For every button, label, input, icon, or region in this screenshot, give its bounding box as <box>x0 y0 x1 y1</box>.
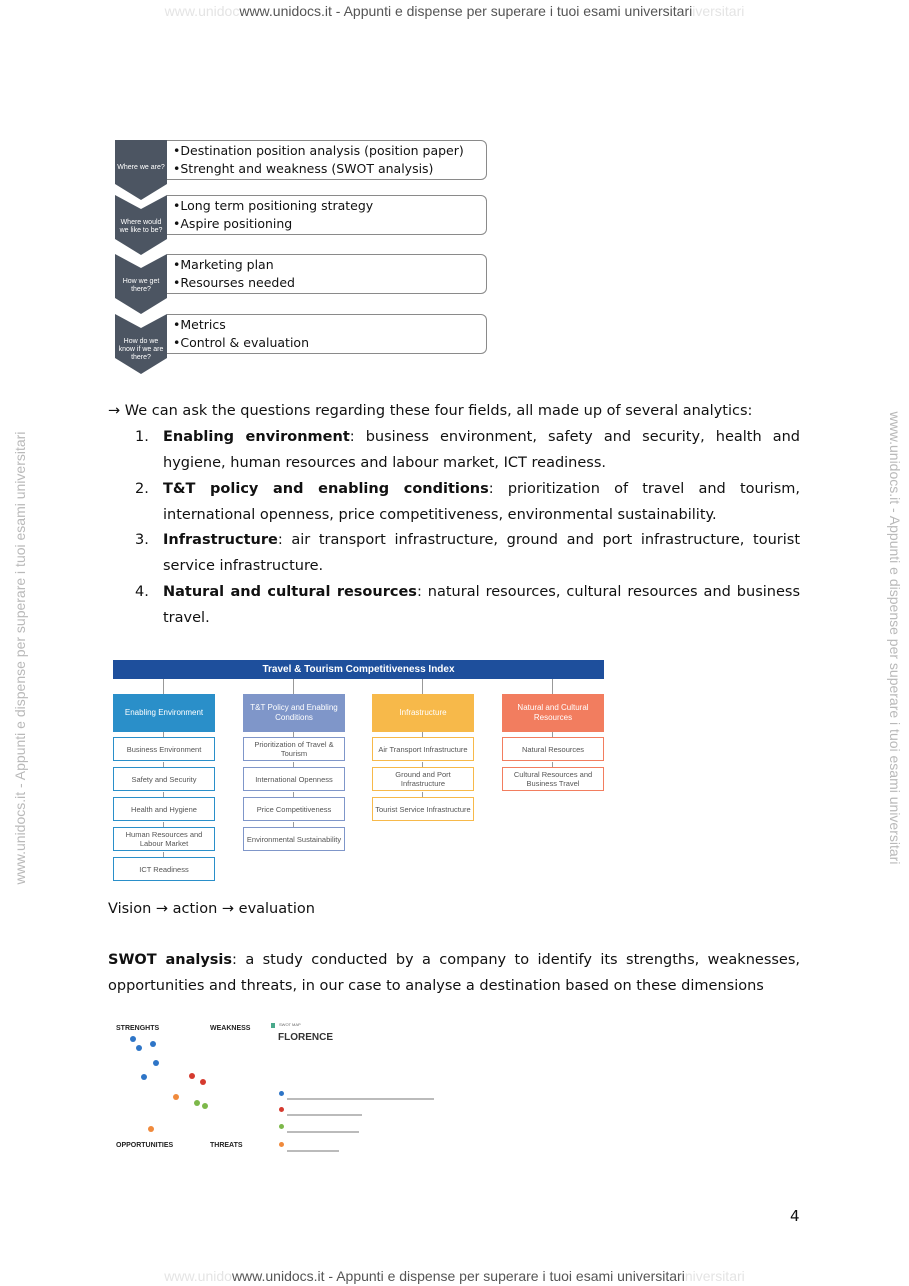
field-description: : business environment, safety and security, health and hygiene, human resources and labour market, ICT readiness. <box>163 429 801 471</box>
step-question: Where would we like to be? <box>119 219 163 234</box>
legend-dot <box>279 1124 284 1129</box>
connector-line <box>422 679 423 694</box>
swot-point <box>202 1103 208 1109</box>
subindex-box: Safety and Security <box>113 767 215 791</box>
swot-definition: : a study conducted by a company to identify its strengths, weaknesses, opportunities and threats, in our case to analyse a destination based on these dimensions <box>108 952 801 994</box>
connector-line <box>293 679 294 694</box>
swot-point <box>173 1094 179 1100</box>
legend-dot <box>279 1091 284 1096</box>
step-item: • Strenght and weakness (SWOT analysis) <box>173 160 480 178</box>
swot-point <box>153 1060 159 1066</box>
step-item: • Marketing plan <box>173 256 480 274</box>
legend-dot <box>279 1107 284 1112</box>
legend-swatch <box>271 1023 275 1028</box>
subindex-box: Air Transport Infrastructure <box>372 737 474 761</box>
vision-line: Vision → action → evaluation <box>108 901 315 917</box>
connector-line <box>552 679 553 694</box>
watermark-ghost-right: iversitari <box>692 3 745 19</box>
subindex-box: Price Competitiveness <box>243 797 345 821</box>
swot-label-strengths: STRENGHTS <box>116 1025 160 1032</box>
step-question: How do we know if we are there? <box>118 338 164 361</box>
watermark-ghost-right: niversitari <box>684 1268 745 1284</box>
index-chart-title: Travel & Tourism Competitiveness Index <box>113 660 604 679</box>
legend-line <box>287 1150 339 1152</box>
step-content <box>167 314 487 354</box>
field-number: 2. <box>135 481 149 497</box>
swot-point <box>189 1073 195 1079</box>
swot-point <box>194 1100 200 1106</box>
watermark-text: www.unidocs.it - Appunti e dispense per superare i tuoi esami universitari <box>231 1268 685 1284</box>
field-title: Infrastructure <box>163 532 278 548</box>
legend-line <box>287 1114 362 1116</box>
subindex-box: Cultural Resources and Business Travel <box>502 767 604 791</box>
field-item <box>135 527 800 579</box>
pillar-header: Natural and Cultural Resources <box>502 694 604 732</box>
step-content <box>167 195 487 235</box>
pillar-header: Enabling Environment <box>113 694 215 732</box>
subindex-box: Environmental Sustainability <box>243 827 345 851</box>
swot-term: SWOT analysis <box>108 952 233 968</box>
field-description: : natural resources, cultural resources and business travel. <box>163 584 800 626</box>
subindex-box: Health and Hygiene <box>113 797 215 821</box>
field-number: 1. <box>135 429 149 445</box>
swot-point <box>136 1045 142 1051</box>
subindex-box: Human Resources and Labour Market <box>113 827 215 851</box>
watermark-bottom <box>0 1268 909 1284</box>
step-item: • Control & evaluation <box>173 334 480 352</box>
watermark-ghost-left: www.unido <box>164 1268 232 1284</box>
legend-dot <box>279 1142 284 1147</box>
field-number: 3. <box>135 532 149 548</box>
field-title: Natural and cultural resources <box>163 584 417 600</box>
step-question: Where we are? <box>117 164 165 171</box>
pillar-header: Infrastructure <box>372 694 474 732</box>
subindex-box: Natural Resources <box>502 737 604 761</box>
subindex-box: ICT Readiness <box>113 857 215 881</box>
field-description: : prioritization of travel and tourism, international openness, price competitiveness, environmental sustainability. <box>163 481 800 523</box>
step-item: • Aspire positioning <box>173 215 480 233</box>
swot-label-threats: THREATS <box>210 1142 243 1149</box>
field-item <box>135 424 800 476</box>
subindex-box: International Openness <box>243 767 345 791</box>
step-question: How we get there? <box>122 278 160 293</box>
step-item: • Long term positioning strategy <box>173 197 480 215</box>
step-item: • Destination position analysis (position paper) <box>173 142 480 160</box>
subindex-box: Business Environment <box>113 737 215 761</box>
field-description: : air transport infrastructure, ground and port infrastructure, tourist service infrastructure. <box>163 532 800 574</box>
field-item <box>135 579 800 631</box>
swot-point <box>150 1041 156 1047</box>
swot-legend-title: SWOT MAP <box>279 1022 301 1027</box>
watermark-top <box>0 3 909 19</box>
subindex-box: Tourist Service Infrastructure <box>372 797 474 821</box>
connector-line <box>163 679 164 694</box>
swot-paragraph <box>108 947 800 999</box>
swot-label-opportunities: OPPORTUNITIES <box>116 1142 174 1149</box>
field-item <box>135 476 800 528</box>
pillar-header: T&T Policy and Enabling Conditions <box>243 694 345 732</box>
legend-line <box>287 1098 434 1100</box>
swot-point <box>148 1126 154 1132</box>
step-item: • Metrics <box>173 316 480 334</box>
step-item: • Resourses needed <box>173 274 480 292</box>
step-content <box>167 140 487 180</box>
subindex-box: Ground and Port Infrastructure <box>372 767 474 791</box>
watermark-right: www.unidocs.it - Appunti e dispense per superare i tuoi esami universitari <box>887 411 903 865</box>
legend-line <box>287 1131 359 1133</box>
swot-city: FLORENCE <box>278 1032 333 1043</box>
field-number: 4. <box>135 584 149 600</box>
subindex-box: Prioritization of Travel & Tourism <box>243 737 345 761</box>
swot-label-weakness: WEAKNESS <box>210 1025 251 1032</box>
swot-point <box>141 1074 147 1080</box>
intro-text: → We can ask the questions regarding these four fields, all made up of several analytics: <box>108 403 753 419</box>
swot-point <box>130 1036 136 1042</box>
watermark-ghost-left: www.unidoc <box>164 3 240 19</box>
step-content <box>167 254 487 294</box>
swot-point <box>200 1079 206 1085</box>
watermark-text: www.unidocs.it - Appunti e dispense per superare i tuoi esami universitari <box>239 3 693 19</box>
field-title: Enabling environment <box>163 429 350 445</box>
watermark-left: www.unidocs.it - Appunti e dispense per superare i tuoi esami universitari <box>12 431 28 885</box>
field-title: T&T policy and enabling conditions <box>163 481 489 497</box>
page-number: 4 <box>790 1207 800 1225</box>
